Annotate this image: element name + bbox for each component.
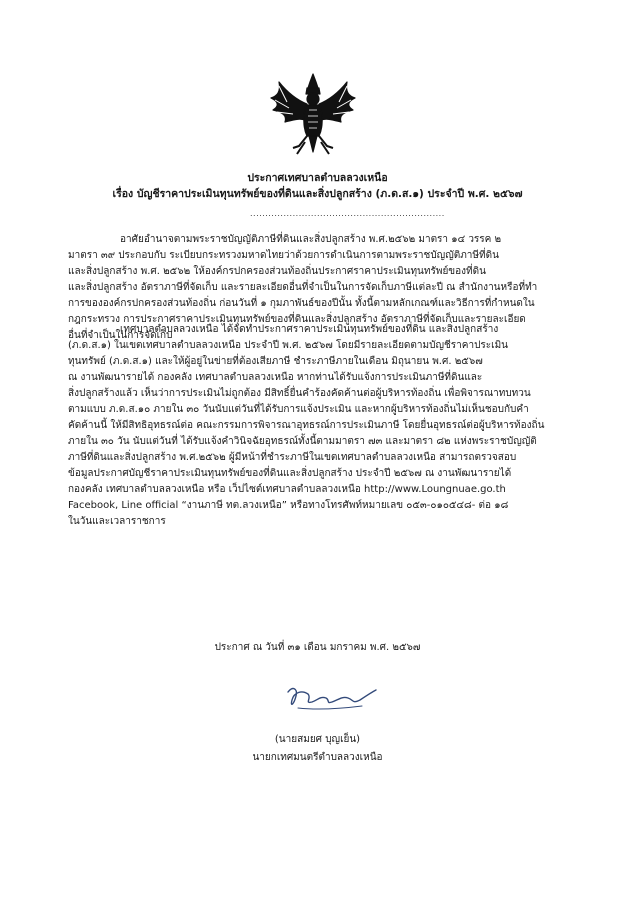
text-line: เทศบาลตำบลลวงเหนือ ได้จัดทำประกาศราคาประเมินทุนทรัพย์ของที่ดิน และสิ่งปลูกสร้าง xyxy=(120,324,499,335)
text-line: มาตรา ๓๙ ประกอบกับ ระเบียบกระทรวงมหาดไทยว่าด้วยการดำเนินการตามพระราชบัญญัติภาษีที่ดิน xyxy=(68,250,499,261)
paragraph-announcement-details xyxy=(68,322,568,530)
title-divider: ................................................................ xyxy=(250,209,445,218)
announcement-subject: เรื่อง บัญชีราคาประเมินทุนทรัพย์ของที่ดินและสิ่งปลูกสร้าง (ภ.ด.ส.๑) ประจำปี พ.ศ. ๒๕๖๗ xyxy=(112,188,523,200)
text-line: ในวันและเวลาราชการ xyxy=(68,516,166,527)
text-line: ทุนทรัพย์ (ภ.ด.ส.๑) และให้ผู้อยู่ในข่ายที่ต้องเสียภาษี ชำระภาษีภายในเดือน มิถุนายน พ.ศ. ๒๕๖๗ xyxy=(68,356,483,367)
text-line: และสิ่งปลูกสร้าง พ.ศ. ๒๕๖๒ ให้องค์กรปกครองส่วนท้องถิ่นประกาศราคาประเมินทุนทรัพย์ของที่ดิน xyxy=(68,266,486,277)
text-line: คัดค้านนี้ ให้มีสิทธิอุทธรณ์ต่อ คณะกรรมการพิจารณาอุทธรณ์การประเมินภาษี โดยยื่นอุทธรณ์ต่อผู้บริหารท้องถิ่น xyxy=(68,420,545,431)
text-line: การขององค์กรปกครองส่วนท้องถิ่น ก่อนวันที่ ๑ กุมภาพันธ์ของปีนั้น ทั้งนี้ตามหลักเกณฑ์และวิธีการที่กำหนดใน xyxy=(68,298,535,309)
text-line: ภาษีที่ดินและสิ่งปลูกสร้าง พ.ศ.๒๕๖๒ ผู้มีหน้าที่ชำระภาษีในเขตเทศบาลตำบลลวงเหนือ สามารถตรวจสอบ xyxy=(68,452,517,463)
signer-name: (นายสมยศ บุญเย็น) xyxy=(274,734,361,745)
text-line: ตามแบบ ภ.ด.ส.๑๐ ภายใน ๓๐ วันนับแต่วันที่ได้รับการแจ้งประเมิน และหากผู้บริหารท้องถิ่นไม่เห็นชอบกับคำ xyxy=(68,404,529,415)
text-line: กฎกระทรวง การประกาศราคาประเมินทุนทรัพย์ของที่ดินและสิ่งปลูกสร้าง อัตราภาษีที่จัดเก็บและรายละเอียด xyxy=(68,314,526,325)
text-line: อาศัยอำนาจตามพระราชบัญญัติภาษีที่ดินและสิ่งปลูกสร้าง พ.ศ.๒๕๖๒ มาตรา ๑๔ วรรค ๒ xyxy=(120,234,502,245)
text-line: ณ งานพัฒนารายได้ กองคลัง เทศบาลตำบลลวงเหนือ หากท่านได้รับแจ้งการประเมินภาษีที่ดินและ xyxy=(68,372,483,383)
announcement-date: ประกาศ ณ วันที่ ๓๑ เดือน มกราคม พ.ศ. ๒๕๖๗ xyxy=(214,642,421,653)
announcement-title: ประกาศเทศบาลตำบลลวงเหนือ xyxy=(247,172,388,184)
garuda-emblem-icon xyxy=(267,72,359,160)
signer-title: นายกเทศมนตรีตำบลลวงเหนือ xyxy=(252,752,383,763)
handwritten-signature xyxy=(282,682,380,714)
text-line: ภายใน ๓๐ วัน นับแต่วันที่ ได้รับแจ้งคำวินิจฉัยอุทธรณ์ทั้งนี้ตามมาตรา ๗๓ และมาตรา ๘๒ แห่งพระราชบัญญัติ xyxy=(68,436,537,447)
text-line: และสิ่งปลูกสร้าง อัตราภาษีที่จัดเก็บ และรายละเอียดอื่นที่จำเป็นในการจัดเก็บภาษีแต่ละปี ณ สำนักงานหรือที่ทำ xyxy=(68,282,538,293)
text-line: อื่นที่จำเป็นในการจัดเก็บ xyxy=(68,330,173,341)
text-line: กองคลัง เทศบาลตำบลลวงเหนือ หรือ เว็ปไซต์เทศบาลตำบลลวงเหนือ http://www.Loungnuae.go.th xyxy=(68,484,506,495)
text-line: ข้อมูลประกาศบัญชีราคาประเมินทุนทรัพย์ของที่ดินและสิ่งปลูกสร้าง ประจำปี ๒๕๖๗ ณ งานพัฒนารายได้ xyxy=(68,468,512,479)
text-line: Facebook, Line official “งานภาษี ทต.ลวงเหนือ” หรือทางโทรศัพท์หมายเลข ๐๕๓-๐๑๐๕๔๘- ต่อ ๑๘ xyxy=(68,500,509,511)
text-line: สิ่งปลูกสร้างแล้ว เห็นว่าการประเมินไม่ถูกต้อง มีสิทธิ์ยื่นคำร้องคัดค้านต่อผู้บริหารท้องถิ่น เพื่อพิจารณาทบทวน xyxy=(68,388,531,399)
text-line: (ภ.ด.ส.๑) ในเขตเทศบาลตำบลลวงเหนือ ประจำปี พ.ศ. ๒๕๖๗ โดยมีรายละเอียดตามบัญชีราคาประเมิน xyxy=(68,340,509,351)
